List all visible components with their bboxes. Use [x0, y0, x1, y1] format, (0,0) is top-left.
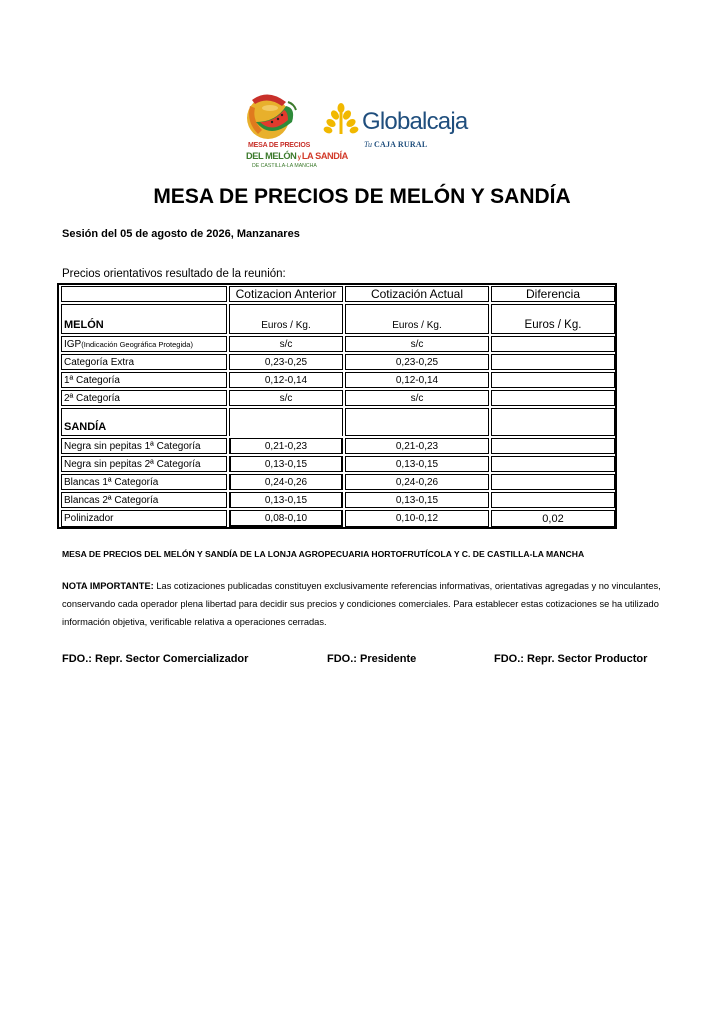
globalcaja-tagline: Tu CAJA RURAL: [364, 140, 428, 149]
prev-value: 0,24-0,26: [229, 474, 343, 490]
mesa-precios-logo: [242, 92, 348, 178]
row-label: Negra sin pepitas 2ª Categoría: [61, 456, 227, 472]
diff-value: 0,02: [491, 510, 615, 527]
prev-value: 0,08-0,10: [229, 510, 343, 527]
logo-line3: DE CASTILLA-LA MANCHA: [252, 163, 317, 169]
unit-curr: Euros / Kg.: [345, 304, 489, 334]
row-label: Categoría Extra: [61, 354, 227, 370]
signature-productor: FDO.: Repr. Sector Productor: [494, 653, 648, 665]
page-title: MESA DE PRECIOS DE MELÓN Y SANDÍA: [153, 185, 571, 208]
section-sandia-empty: [229, 408, 343, 436]
row-label: IGP (Indicación Geográfica Protegida): [61, 336, 227, 352]
row-label: Blancas 1ª Categoría: [61, 474, 227, 490]
note-text: Las cotizaciones publicadas constituyen exclusivamente referencias informativas, orientativas agregadas y no vinculantes, conservando cada operador plena libertad para decidir sus precios y condiciones comerciales. Para establecer estas cotizaciones se ha utilizado información objetiva, verificable relativa a operaciones cerradas.: [62, 581, 661, 627]
section-melon: MELÓN: [61, 304, 227, 334]
diff-value: [491, 474, 615, 490]
diff-value: [491, 390, 615, 406]
prev-value: s/c: [229, 336, 343, 352]
important-note: [62, 577, 662, 631]
prev-value: 0,13-0,15: [229, 456, 343, 472]
session-line: Sesión del 05 de agosto de 2026, Manzanares: [62, 228, 300, 240]
globalcaja-logo: [322, 102, 482, 152]
prev-value: 0,23-0,25: [229, 354, 343, 370]
diff-value: [491, 438, 615, 454]
unit-diff: Euros / Kg.: [491, 304, 615, 334]
wheat-icon: [322, 102, 360, 136]
note-lead: NOTA IMPORTANTE:: [62, 581, 154, 591]
table-caption: Precios orientativos resultado de la reunión:: [62, 268, 286, 280]
curr-value: 0,23-0,25: [345, 354, 489, 370]
curr-value: 0,21-0,23: [345, 438, 489, 454]
diff-value: [491, 354, 615, 370]
diff-value: [491, 492, 615, 508]
prev-value: 0,13-0,15: [229, 492, 343, 508]
curr-value: 0,13-0,15: [345, 492, 489, 508]
logo-line1: MESA DE PRECIOS: [248, 142, 311, 149]
signature-presidente: FDO.: Presidente: [327, 653, 417, 665]
logo-line2: DEL MELÓN y LA SANDÍA: [246, 151, 348, 161]
prev-value: 0,12-0,14: [229, 372, 343, 388]
signature-comercializador: FDO.: Repr. Sector Comercializador: [62, 653, 249, 665]
header-empty-cell: [61, 286, 227, 302]
unit-prev: Euros / Kg.: [229, 304, 343, 334]
curr-value: 0,12-0,14: [345, 372, 489, 388]
footer-title: MESA DE PRECIOS DEL MELÓN Y SANDÍA DE LA LONJA AGROPECUARIA HORTOFRUTÍCOLA Y C. DE CASTILLA-LA MANCHA: [62, 549, 585, 559]
diff-value: [491, 372, 615, 388]
row-label: 2ª Categoría: [61, 390, 227, 406]
prev-value: s/c: [229, 390, 343, 406]
section-sandia-empty: [345, 408, 489, 436]
prev-value: 0,21-0,23: [229, 438, 343, 454]
row-label: 1ª Categoría: [61, 372, 227, 388]
row-label: Polinizador: [61, 510, 227, 527]
curr-value: s/c: [345, 390, 489, 406]
diff-value: [491, 336, 615, 352]
curr-value: s/c: [345, 336, 489, 352]
header-diff: Diferencia: [491, 286, 615, 302]
globalcaja-name: Globalcaja: [362, 108, 468, 135]
section-sandia-empty: [491, 408, 615, 436]
price-table: [57, 283, 617, 529]
watermelon-logo-icon: [242, 92, 322, 144]
header-prev: Cotizacion Anterior: [229, 286, 343, 302]
header-logos: [242, 92, 482, 178]
curr-value: 0,10-0,12: [345, 510, 489, 527]
curr-value: 0,24-0,26: [345, 474, 489, 490]
section-sandia: SANDÍA: [61, 408, 227, 436]
header-curr: Cotización Actual: [345, 286, 489, 302]
row-label: Negra sin pepitas 1ª Categoría: [61, 438, 227, 454]
diff-value: [491, 456, 615, 472]
row-label: Blancas 2ª Categoría: [61, 492, 227, 508]
curr-value: 0,13-0,15: [345, 456, 489, 472]
